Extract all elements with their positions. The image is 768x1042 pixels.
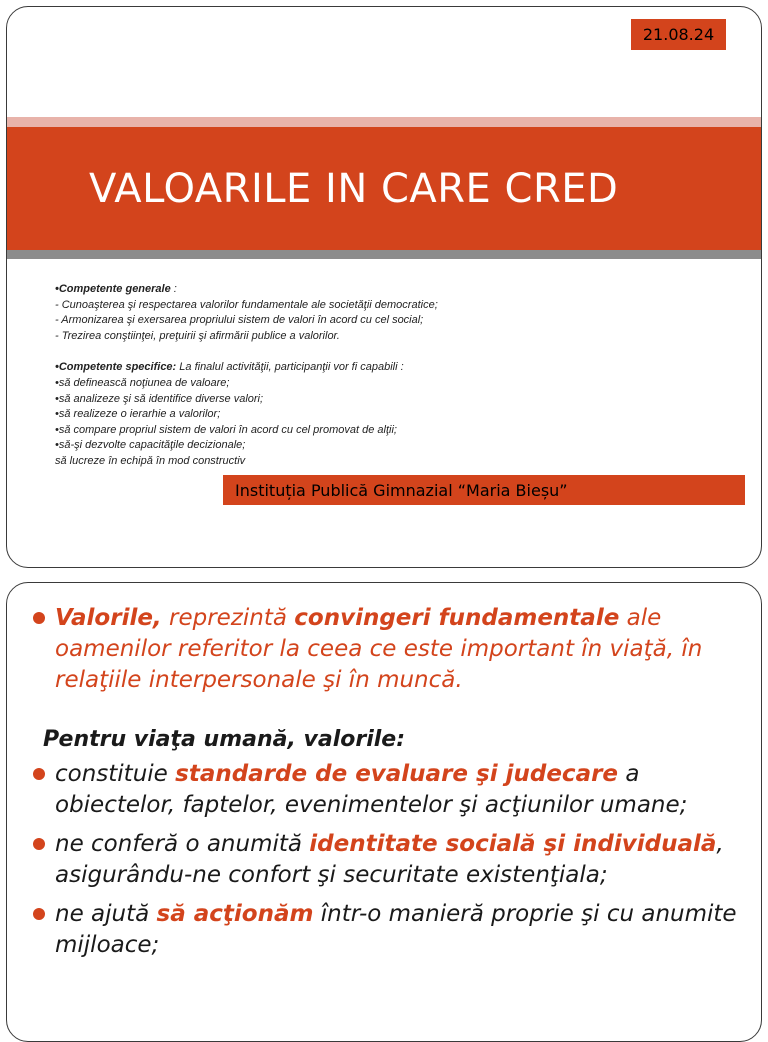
subheading: Pentru viaţa umană, valorile: <box>43 727 406 752</box>
general-item: - Cunoaşterea şi respectarea valorilor fundamentale ale societăţii democratice; <box>55 298 438 311</box>
slide-title <box>6 6 762 568</box>
bullet-dot-icon <box>33 908 45 920</box>
bullet-identity: ne conferă o anumită identitate socială şi individuală, asigurându-ne confort şi securitate existenţiala; <box>29 829 749 891</box>
specific-competences-heading: •Competente specifice: La finalul activităţii, participanţii vor fi capabili : <box>55 361 404 374</box>
general-item: - Armonizarea şi exersarea propriului sistem de valori în acord cu cel social; <box>55 314 424 327</box>
objectives-block <box>55 282 525 470</box>
bullet-action: ne ajută să acţionăm într-o manieră proprie şi cu anumite mijloace; <box>29 899 749 961</box>
slide-values <box>6 582 762 1042</box>
general-competences-heading: •Competente generale : <box>55 283 177 295</box>
specific-item: •să-şi dezvolte capacităţile decizionale; <box>55 439 246 452</box>
specific-item: •să definească noţiunea de valoare; <box>55 376 230 389</box>
specific-item: •să analizeze şi să identifice diverse valori; <box>55 392 264 405</box>
bullet-dot-icon <box>33 768 45 780</box>
bullet-standards: constituie standarde de evaluare şi judecare a obiectelor, faptelor, evenimentelor şi acţiunilor umane; <box>29 759 749 821</box>
bullet-values-definition: Valorile, reprezintă convingeri fundamentale ale oamenilor referitor la ceea ce este important în viaţă, în relaţiile interpersonale şi în muncă. <box>29 603 749 696</box>
slide-title-text: VALOARILE IN CARE CRED <box>89 166 619 212</box>
bullet-dot-icon <box>33 612 45 624</box>
gray-band <box>7 250 761 259</box>
specific-item: •să compare propriul sistem de valori în acord cu cel promovat de alţii; <box>55 423 397 436</box>
date-badge: 21.08.24 <box>631 19 726 50</box>
pink-band <box>7 117 761 127</box>
specific-item: să lucreze în echipă în mod constructiv <box>55 454 246 467</box>
institution-label: Instituția Publică Gimnazial “Maria Bieșu” <box>223 475 745 505</box>
general-item: - Trezirea conştiinţei, preţuirii şi afirmării publice a valorilor. <box>55 329 340 342</box>
values-content <box>29 603 749 969</box>
bullet-dot-icon <box>33 838 45 850</box>
specific-item: •să realizeze o ierarhie a valorilor; <box>55 408 221 421</box>
